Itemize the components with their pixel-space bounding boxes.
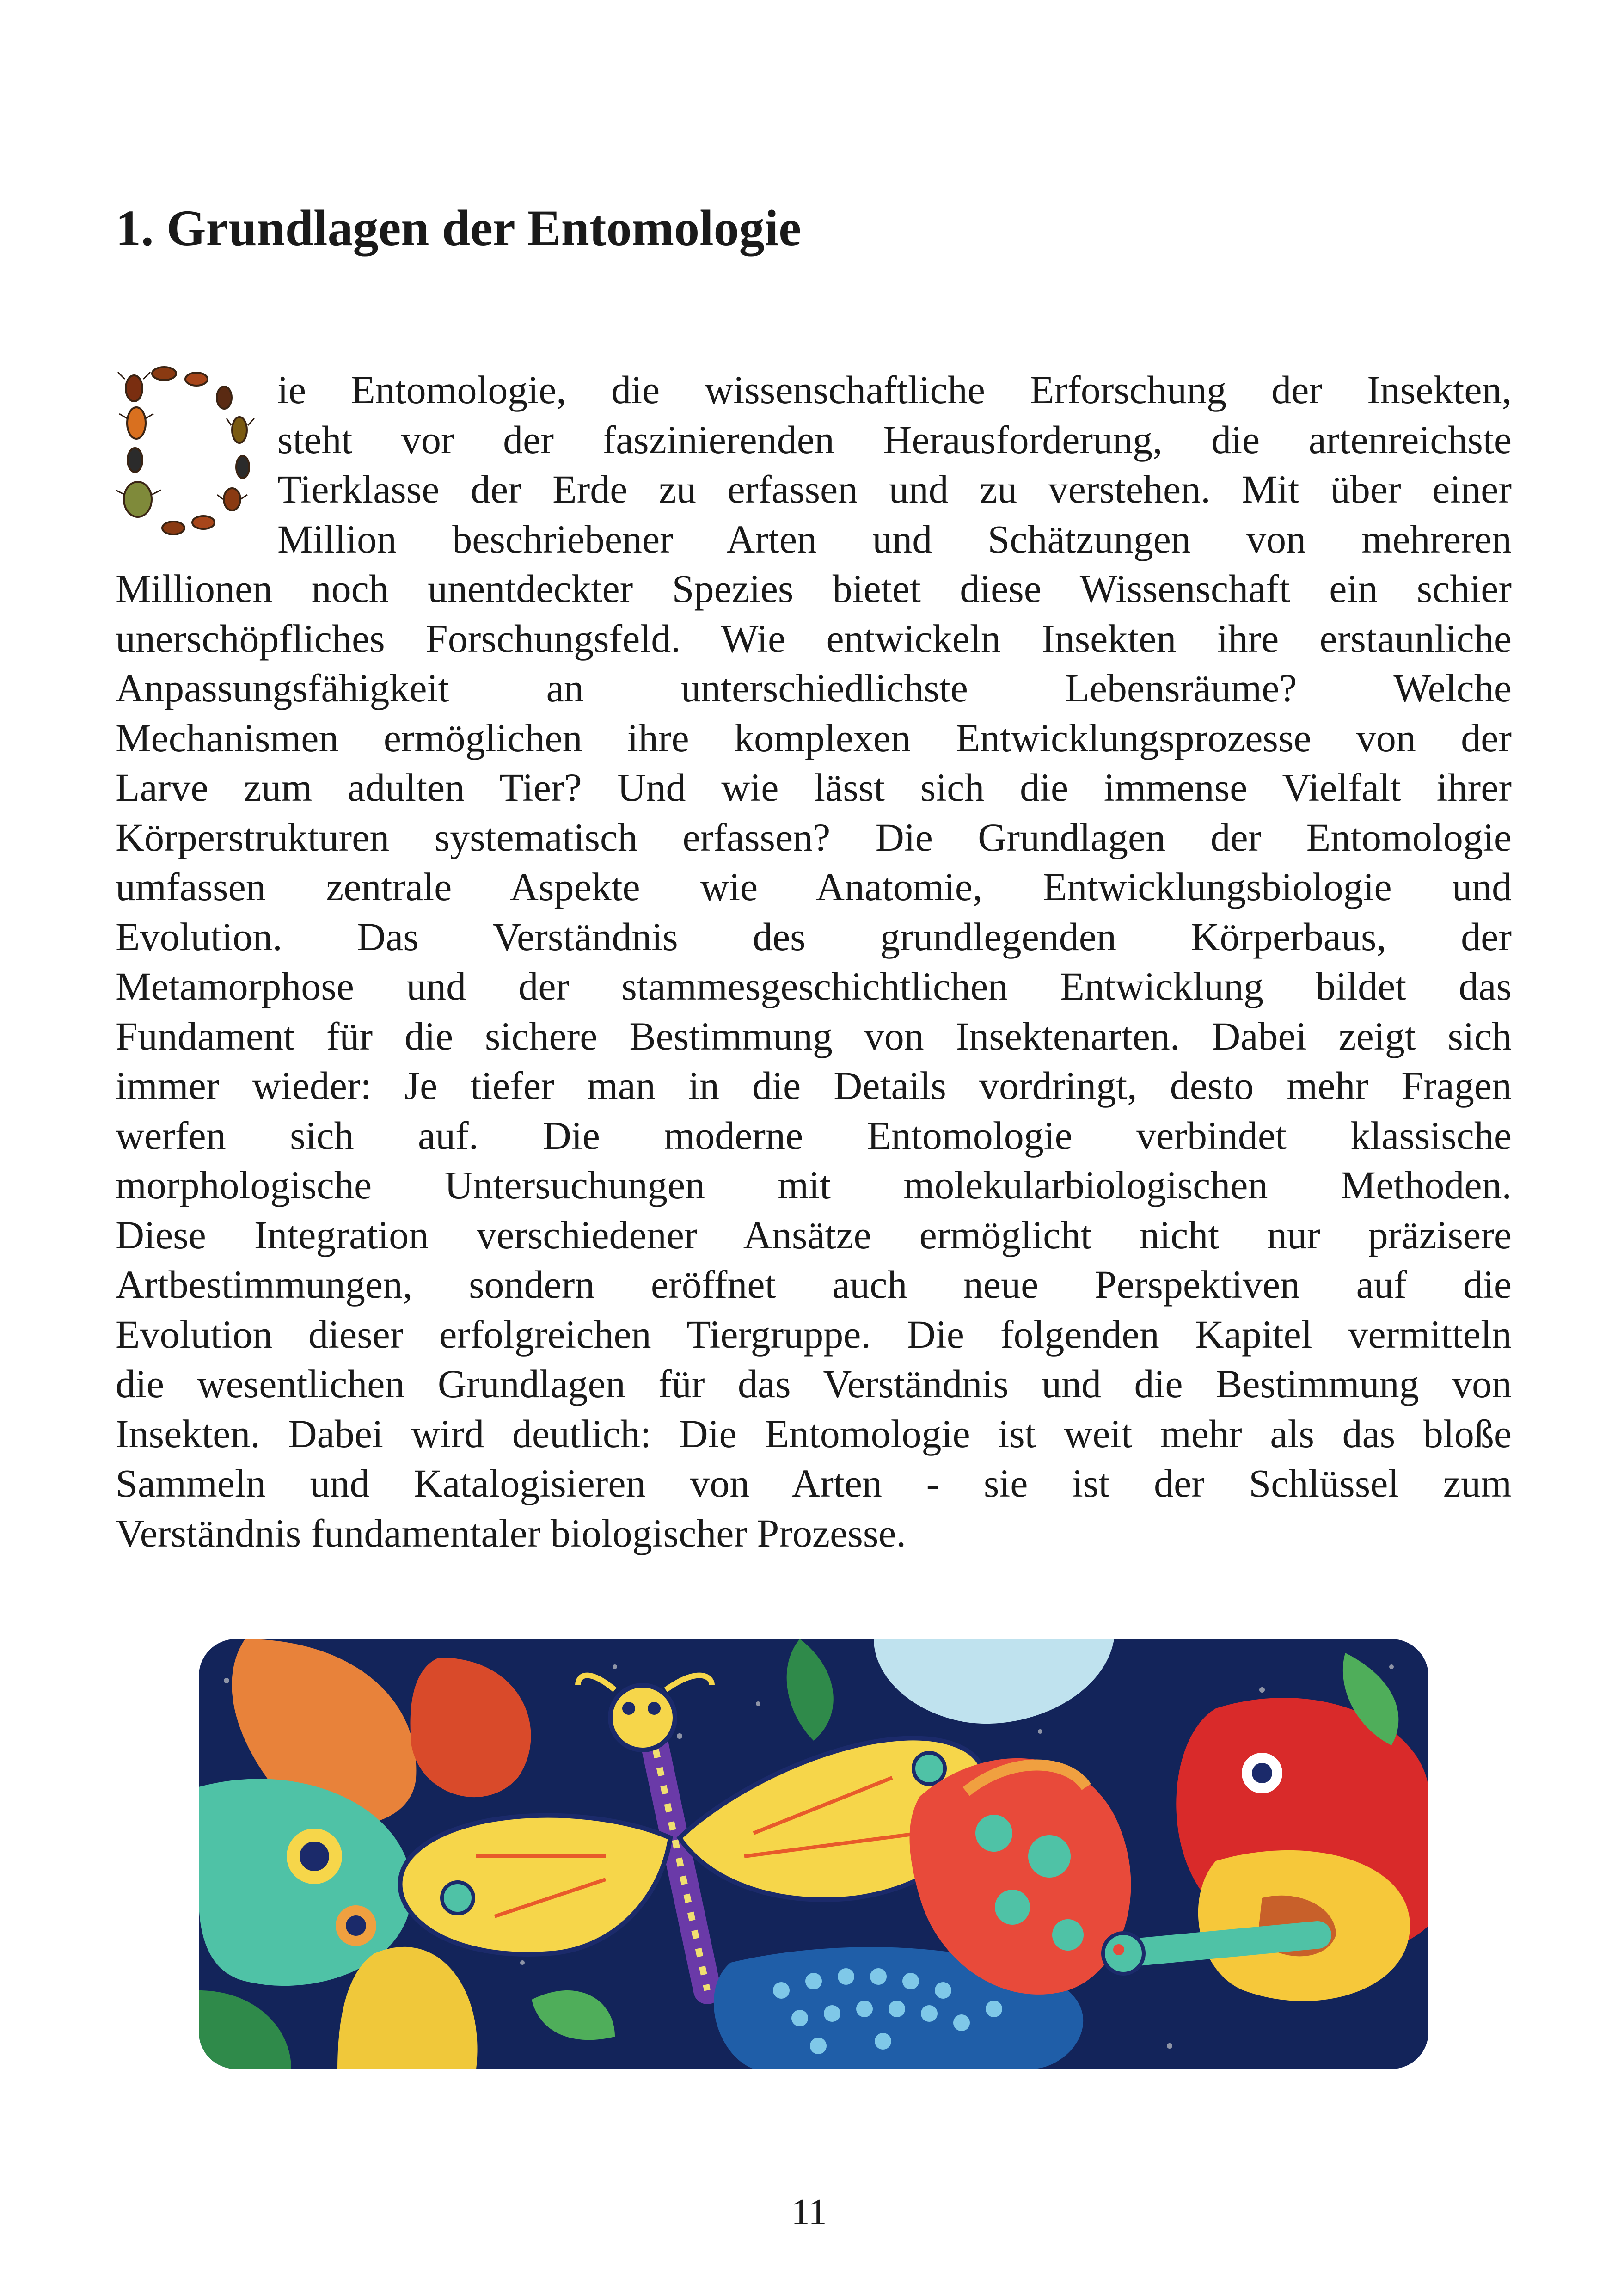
paragraph-line: ie Entomologie, die wissenschaftliche Erforschung der Insekten, <box>277 368 1512 412</box>
paragraph-line: umfassen zentrale Aspekte wie Anatomie, Entwicklungsbiologie und <box>116 865 1512 909</box>
paragraph-line: Evolution. Das Verständnis des grundlegenden Körperbaus, der <box>116 914 1512 959</box>
paragraph-line: Million beschriebener Arten und Schätzungen von mehreren <box>277 516 1512 561</box>
paragraph-line: Larve zum adulten Tier? Und wie lässt sich die immense Vielfalt ihrer <box>116 765 1512 810</box>
insect-artwork-image <box>199 1639 1428 2069</box>
paragraph-line: Diese Integration verschiedener Ansätze ermöglicht nicht nur präzisere <box>116 1212 1512 1257</box>
paragraph-line: Verständnis fundamentaler biologischer Prozesse. <box>116 1510 906 1555</box>
intro-paragraph <box>116 365 1512 1558</box>
chapter-heading: 1. Grundlagen der Entomologie <box>116 200 802 256</box>
paragraph-line: Evolution dieser erfolgreichen Tiergruppe. Die folgenden Kapitel vermitteln <box>116 1312 1512 1357</box>
paragraph-line: Artbestimmungen, sondern eröffnet auch neue Perspektiven auf die <box>116 1262 1512 1307</box>
paragraph-line: unerschöpfliches Forschungsfeld. Wie entwickeln Insekten ihre erstaunliche <box>116 616 1512 661</box>
paragraph-line: immer wieder: Je tiefer man in die Details vordringt, desto mehr Fragen <box>116 1063 1512 1108</box>
paragraph-line: werfen sich auf. Die moderne Entomologie verbindet klassische <box>116 1113 1512 1158</box>
paragraph-line: Anpassungsfähigkeit an unterschiedlichste Lebensräume? Welche <box>116 666 1512 710</box>
paragraph-line: Körperstrukturen systematisch erfassen? Die Grundlagen der Entomologie <box>116 815 1512 859</box>
paragraph-line: die wesentlichen Grundlagen für das Verständnis und die Bestimmung von <box>116 1362 1512 1406</box>
paragraph-line: Tierklasse der Erde zu erfassen und zu verstehen. Mit über einer <box>277 467 1512 511</box>
paragraph-line: Insekten. Dabei wird deutlich: Die Entomologie ist weit mehr als das bloße <box>116 1411 1512 1456</box>
paragraph-line: Mechanismen ermöglichen ihre komplexen Entwicklungsprozesse von der <box>116 715 1512 760</box>
paragraph-line: Sammeln und Katalogisieren von Arten - sie ist der Schlüssel zum <box>116 1461 1512 1505</box>
paragraph-line: morphologische Untersuchungen mit molekularbiologischen Methoden. <box>116 1163 1512 1207</box>
paragraph-line: Metamorphose und der stammesgeschichtlichen Entwicklung bildet das <box>116 964 1512 1008</box>
page-number: 11 <box>791 2192 827 2233</box>
paragraph-line: steht vor der faszinierenden Herausforderung, die artenreichste <box>277 417 1512 462</box>
paragraph-line: Millionen noch unentdeckter Spezies bietet diese Wissenschaft ein schier <box>116 566 1512 611</box>
paragraph-line: Fundament für die sichere Bestimmung von Insektenarten. Dabei zeigt sich <box>116 1013 1512 1058</box>
butterfly-artwork <box>199 1639 1428 2069</box>
